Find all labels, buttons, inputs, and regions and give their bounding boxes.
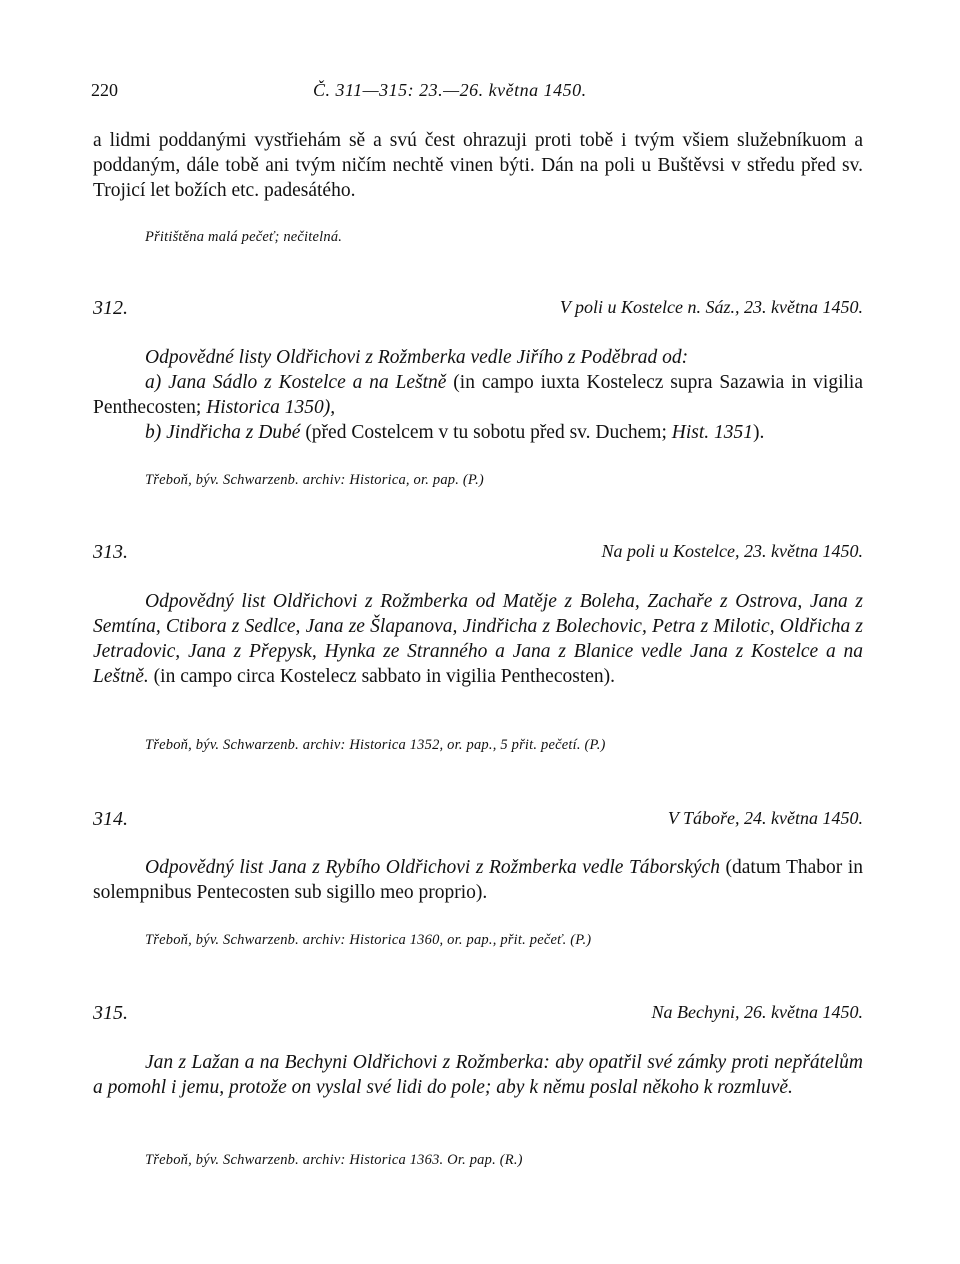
entry-315-heading	[93, 1002, 863, 1030]
entry-312-source: Třeboň, býv. Schwarzenb. archiv: Historica, or. pap. (P.)	[145, 472, 484, 488]
entry-312-item-a	[93, 370, 863, 420]
entry-312-item-b	[93, 420, 863, 445]
seal-note: Přitištěna malá pečeť; nečitelná.	[145, 229, 343, 245]
entry-313-heading	[93, 541, 863, 569]
running-title: Č. 311—315: 23.—26. května 1450.	[313, 80, 587, 100]
entry-314-text	[93, 855, 863, 905]
entry-314-source: Třeboň, býv. Schwarzenb. archiv: Historica 1360, or. pap., přit. pečeť. (P.)	[145, 932, 592, 948]
entry-312-heading	[93, 297, 863, 325]
entry-place-date: V Táboře, 24. května 1450.	[667, 808, 863, 828]
entry-place-date: Na Bechyni, 26. května 1450.	[651, 1002, 863, 1022]
item-a-text: (in campo iuxta Kostelecz supra Sazawia in vigilia Penthecosten;	[93, 372, 863, 418]
entry-315-source: Třeboň, býv. Schwarzenb. archiv: Historica 1363. Or. pap. (R.)	[145, 1152, 523, 1168]
item-b-text: (před Costelcem v tu sobotu před sv. Duchem;	[300, 422, 672, 443]
entry-313-text	[93, 589, 863, 689]
continuation-text: a lidmi poddanými vystřiehám sě a svú čest ohrazuji proti tobě i tvým všiem služebníkuom a poddaným, dále tobě ani tvým ničím nechtě vinen býti. Dán na poli u Buštěvsi v středu před sv. Trojicí let božích etc. padesátého.	[93, 130, 863, 201]
item-a-name: a) Jana Sádlo z Kostelce a na Leštně	[145, 372, 447, 393]
entry-number: 314.	[93, 808, 128, 830]
entry-number: 313.	[93, 541, 128, 563]
entry-313-regest: Odpovědný list Oldřichovi z Rožmberka od Matěje z Boleha, Zachaře z Ostrova, Jana z Semtína, Ctibora z Sedlce, Jana ze Šlapanova, Jindřicha z Bolechovic, Petra z Milotic, Oldřicha z Jetradovic, Jana z Přepysk, Hynka ze Stranného a Jana z Blanice vedle Jana z Kostelce a na Leštně.	[93, 591, 863, 687]
entry-number: 315.	[93, 1002, 128, 1024]
item-b-end: ).	[753, 422, 765, 443]
entry-315-text: Jan z Lažan a na Bechyni Oldřichovi z Rožmberka: aby opatřil své zámky proti nepřátelům a pomohl i jemu, protože on vyslal své lidi do pole; aby k němu poslal někoho k rozmluvě.	[93, 1052, 863, 1098]
entry-number: 312.	[93, 297, 128, 319]
entry-312-intro: Odpovědné listy Oldřichovi z Rožmberka vedle Jiřího z Poděbrad od:	[145, 347, 689, 368]
entry-place-date: V poli u Kostelce n. Sáz., 23. května 1450.	[559, 297, 863, 317]
item-a-ref: Historica 1350),	[206, 397, 336, 418]
entry-314-latin: (datum Thabor in solempnibus Pentecosten sub sigillo meo proprio).	[93, 857, 863, 903]
page-number: 220	[91, 80, 118, 100]
entry-313-latin: (in campo circa Kostelecz sabbato in vigilia Penthecosten).	[148, 666, 616, 687]
entry-314-heading	[93, 808, 863, 836]
entry-314-regest: Odpovědný list Jana z Rybího Oldřichovi z Rožmberka vedle Táborských	[145, 857, 720, 878]
entry-place-date: Na poli u Kostelce, 23. května 1450.	[601, 541, 863, 561]
item-b-ref: Hist. 1351	[671, 422, 754, 443]
entry-313-source: Třeboň, býv. Schwarzenb. archiv: Historica 1352, or. pap., 5 přit. pečetí. (P.)	[145, 737, 606, 753]
item-b-name: b) Jindřicha z Dubé	[145, 422, 301, 443]
